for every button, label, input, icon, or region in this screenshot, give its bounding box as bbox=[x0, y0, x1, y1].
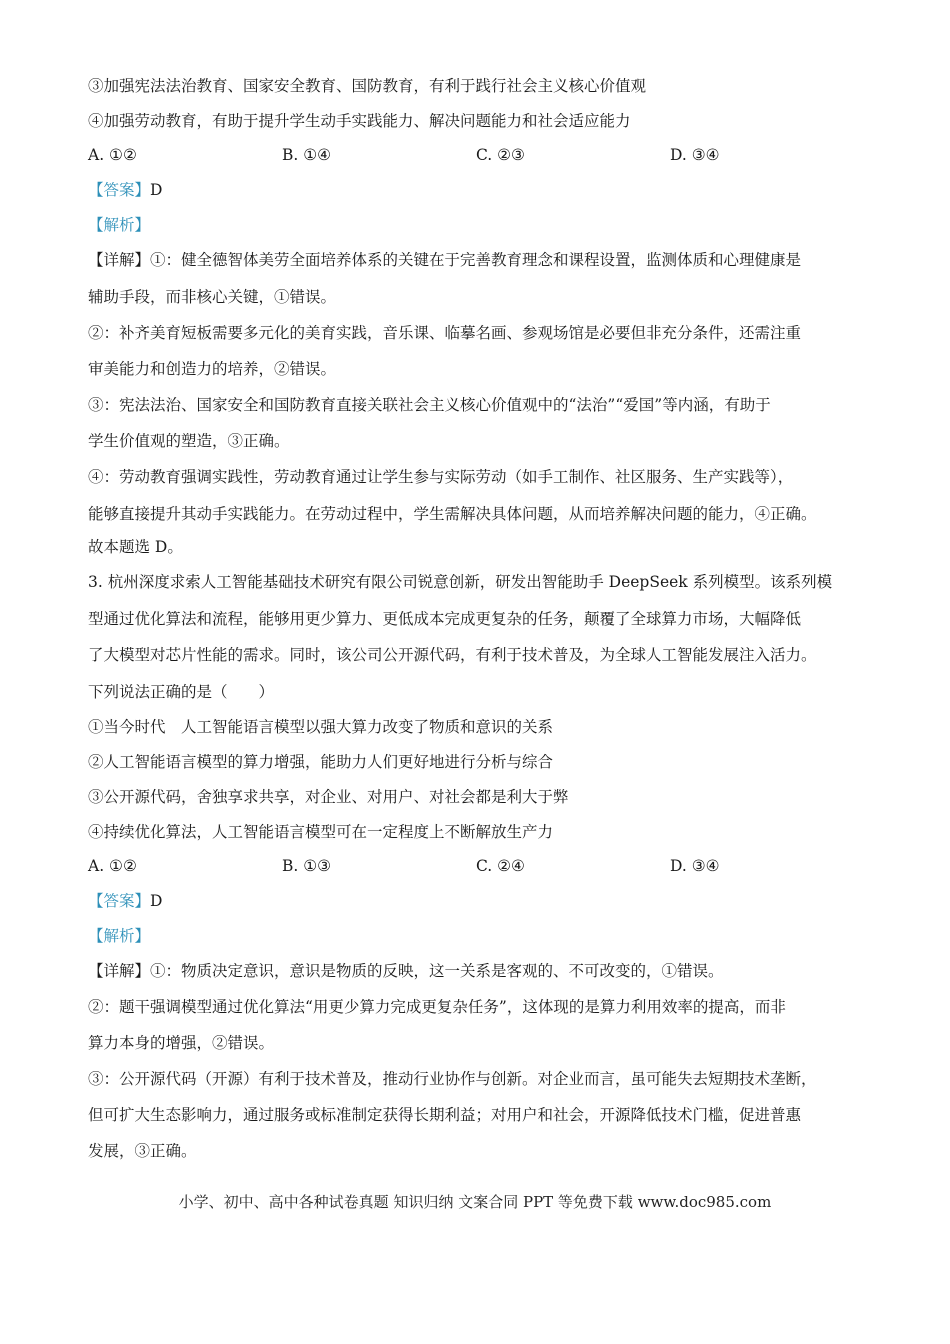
q3-detail-line-6: 发展，③正确。 bbox=[88, 1142, 197, 1160]
q2-detail-line-4: 审美能力和创造力的培养，②错误。 bbox=[88, 360, 337, 378]
q2-detail-label: 【详解】 bbox=[88, 251, 151, 269]
q3-choice-d: D. ③④ bbox=[670, 857, 720, 875]
q2-detail-line-3: ②：补齐美育短板需要多元化的美育实践，音乐课、临摹名画、参观场馆是必要但非充分条件，还需注重 bbox=[88, 324, 802, 342]
q3-detail-label: 【详解】 bbox=[88, 962, 151, 980]
q3-choice-c: C. ②④ bbox=[476, 857, 525, 875]
q2-conclusion: 故本题选 D。 bbox=[88, 538, 183, 556]
q2-choice-b: B. ①④ bbox=[282, 146, 332, 164]
q3-option-4: ④持续优化算法，人工智能语言模型可在一定程度上不断解放生产力 bbox=[88, 823, 554, 841]
q2-choice-a: A. ①② bbox=[88, 146, 137, 164]
q2-choice-d: D. ③④ bbox=[670, 146, 720, 164]
q3-answer-label: 【答案】 bbox=[88, 892, 151, 910]
q3-detail-line-4: ③：公开源代码（开源）有利于技术普及，推动行业协作与创新。对企业而言，虽可能失去短期技术垄断， bbox=[88, 1070, 817, 1088]
q2-detail-line-5: ③：宪法法治、国家安全和国防教育直接关联社会主义核心价值观中的“法治”“爱国”等内涵，有助于 bbox=[88, 396, 771, 414]
q3-choices bbox=[88, 856, 890, 876]
q3-detail-line-1: 【详解】①：物质决定意识，意识是物质的反映，这一关系是客观的、不可改变的，①错误。 bbox=[88, 962, 724, 980]
q3-option-1: ①当今时代 人工智能语言模型以强大算力改变了物质和意识的关系 bbox=[88, 718, 554, 736]
q3-detail-line-3: 算力本身的增强，②错误。 bbox=[88, 1034, 275, 1052]
q3-option-3: ③公开源代码，舍独享求共享，对企业、对用户、对社会都是利大于弊 bbox=[88, 788, 569, 806]
q2-option-4: ④加强劳动教育，有助于提升学生动手实践能力、解决问题能力和社会适应能力 bbox=[88, 112, 631, 130]
q3-answer bbox=[88, 891, 890, 911]
q2-choice-c: C. ②③ bbox=[476, 146, 525, 164]
q3-choice-b: B. ①③ bbox=[282, 857, 332, 875]
q2-answer-value: D bbox=[150, 181, 163, 199]
q3-option-2: ②人工智能语言模型的算力增强，能助力人们更好地进行分析与综合 bbox=[88, 753, 554, 771]
q2-option-3: ③加强宪法法治教育、国家安全教育、国防教育，有利于践行社会主义核心价值观 bbox=[88, 77, 647, 95]
q3-detail-line-2: ②：题干强调模型通过优化算法“用更少算力完成更复杂任务”，这体现的是算力利用效率的提高，而非 bbox=[88, 998, 786, 1016]
page-footer: 小学、初中、高中各种试卷真题 知识归纳 文案合同 PPT 等免费下载 www.doc985.com bbox=[178, 1193, 772, 1211]
q2-choices bbox=[88, 145, 890, 165]
q2-detail-line-1: 【详解】①：健全德智体美劳全面培养体系的关键在于完善教育理念和课程设置，监测体质和心理健康是 bbox=[88, 251, 802, 269]
q3-analysis-label: 【解析】 bbox=[88, 927, 151, 945]
q2-detail-line-8: 能够直接提升其动手实践能力。在劳动过程中，学生需解决具体问题，从而培养解决问题的能力，④正确。 bbox=[88, 505, 817, 523]
q2-detail-line-7: ④：劳动教育强调实践性，劳动教育通过让学生参与实际劳动（如手工制作、社区服务、生产实践等）， bbox=[88, 468, 794, 486]
q2-detail-line-2: 辅助手段，而非核心关键，①错误。 bbox=[88, 288, 337, 306]
q3-choice-a: A. ①② bbox=[88, 857, 137, 875]
q2-answer-label: 【答案】 bbox=[88, 181, 151, 199]
q3-stem-line-3: 了大模型对芯片性能的需求。同时，该公司公开源代码，有利于技术普及，为全球人工智能发展注入活力。 bbox=[88, 646, 817, 664]
q2-analysis-label: 【解析】 bbox=[88, 216, 151, 234]
q3-answer-value: D bbox=[150, 892, 163, 910]
q2-answer bbox=[88, 180, 890, 200]
q2-detail-line-6: 学生价值观的塑造，③正确。 bbox=[88, 432, 290, 450]
q3-stem-line-1: 3. 杭州深度求索人工智能基础技术研究有限公司锐意创新，研发出智能助手 DeepSeek 系列模型。该系列模 bbox=[88, 573, 833, 591]
q3-stem-line-2: 型通过优化算法和流程，能够用更少算力、更低成本完成更复杂的任务，颠覆了全球算力市场，大幅降低 bbox=[88, 610, 802, 628]
q3-stem-line-4: 下列说法正确的是（ ） bbox=[88, 683, 275, 701]
q3-detail-line-5: 但可扩大生态影响力，通过服务或标准制定获得长期利益；对用户和社会，开源降低技术门槛，促进普惠 bbox=[88, 1106, 802, 1124]
